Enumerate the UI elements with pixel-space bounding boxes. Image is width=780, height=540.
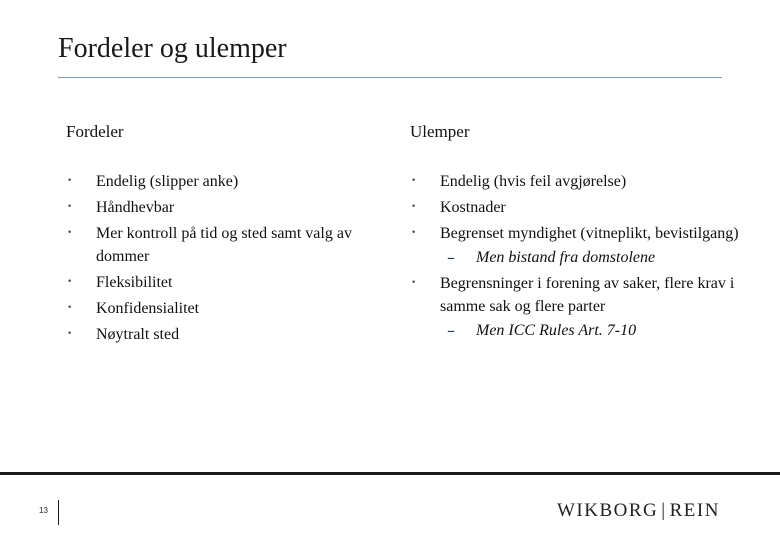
list-item-text: Håndhevbar: [96, 199, 175, 216]
list-item: [66, 271, 376, 294]
list-item: [66, 297, 376, 320]
list-item-text: Endelig (slipper anke): [96, 173, 239, 190]
sub-list-item-text: Men ICC Rules Art. 7-10: [476, 322, 637, 339]
bullet-icon: •: [67, 329, 73, 339]
list-item: [410, 170, 740, 193]
bullet-icon: •: [411, 176, 417, 186]
disadvantages-column: [410, 122, 740, 345]
advantages-column: [66, 122, 376, 349]
advantages-list: [66, 170, 376, 346]
list-item: [410, 272, 740, 342]
bullet-icon: •: [67, 228, 73, 238]
sub-list-item: [440, 246, 740, 269]
list-item-text: Fleksibilitet: [96, 274, 173, 291]
page-number: 13: [39, 506, 48, 515]
list-item-text: Kostnader: [440, 199, 506, 216]
bullet-icon: •: [67, 303, 73, 313]
bullet-icon: •: [411, 228, 417, 238]
list-item: [66, 222, 376, 268]
logo-left-text: WIKBORG: [557, 500, 659, 521]
sub-list-item-text: Men bistand fra domstolene: [476, 249, 656, 266]
list-item-text: Begrensninger i forening av saker, flere krav i samme sak og flere parter: [440, 275, 735, 315]
list-item-text: Nøytralt sted: [96, 326, 180, 343]
dash-icon: –: [447, 248, 455, 267]
bullet-icon: •: [411, 202, 417, 212]
list-item: [410, 222, 740, 269]
footer-divider: [0, 472, 780, 475]
sub-list-item: [440, 319, 740, 342]
bullet-icon: •: [67, 277, 73, 287]
title-divider: [58, 77, 722, 78]
disadvantages-list: [410, 170, 740, 342]
list-item: [410, 196, 740, 219]
sub-list: [440, 246, 740, 269]
logo-separator: |: [661, 500, 667, 521]
logo-right-text: REIN: [669, 500, 720, 521]
list-item-text: Endelig (hvis feil avgjørelse): [440, 173, 627, 190]
list-item: [66, 323, 376, 346]
slide-title: Fordeler og ulemper: [58, 33, 287, 64]
sub-list: [440, 319, 740, 342]
bullet-icon: •: [67, 176, 73, 186]
wikborg-rein-logo: [557, 500, 720, 522]
disadvantages-heading: Ulemper: [410, 122, 470, 141]
dash-icon: –: [447, 321, 455, 340]
bullet-icon: •: [411, 278, 417, 288]
list-item-text: Begrenset myndighet (vitneplikt, bevistilgang): [440, 225, 739, 242]
page-number-divider: [58, 500, 59, 525]
list-item-text: Konfidensialitet: [96, 300, 200, 317]
list-item: [66, 196, 376, 219]
list-item: [66, 170, 376, 193]
advantages-heading: Fordeler: [66, 122, 124, 141]
list-item-text: Mer kontroll på tid og sted samt valg av dommer: [96, 225, 352, 265]
bullet-icon: •: [67, 202, 73, 212]
